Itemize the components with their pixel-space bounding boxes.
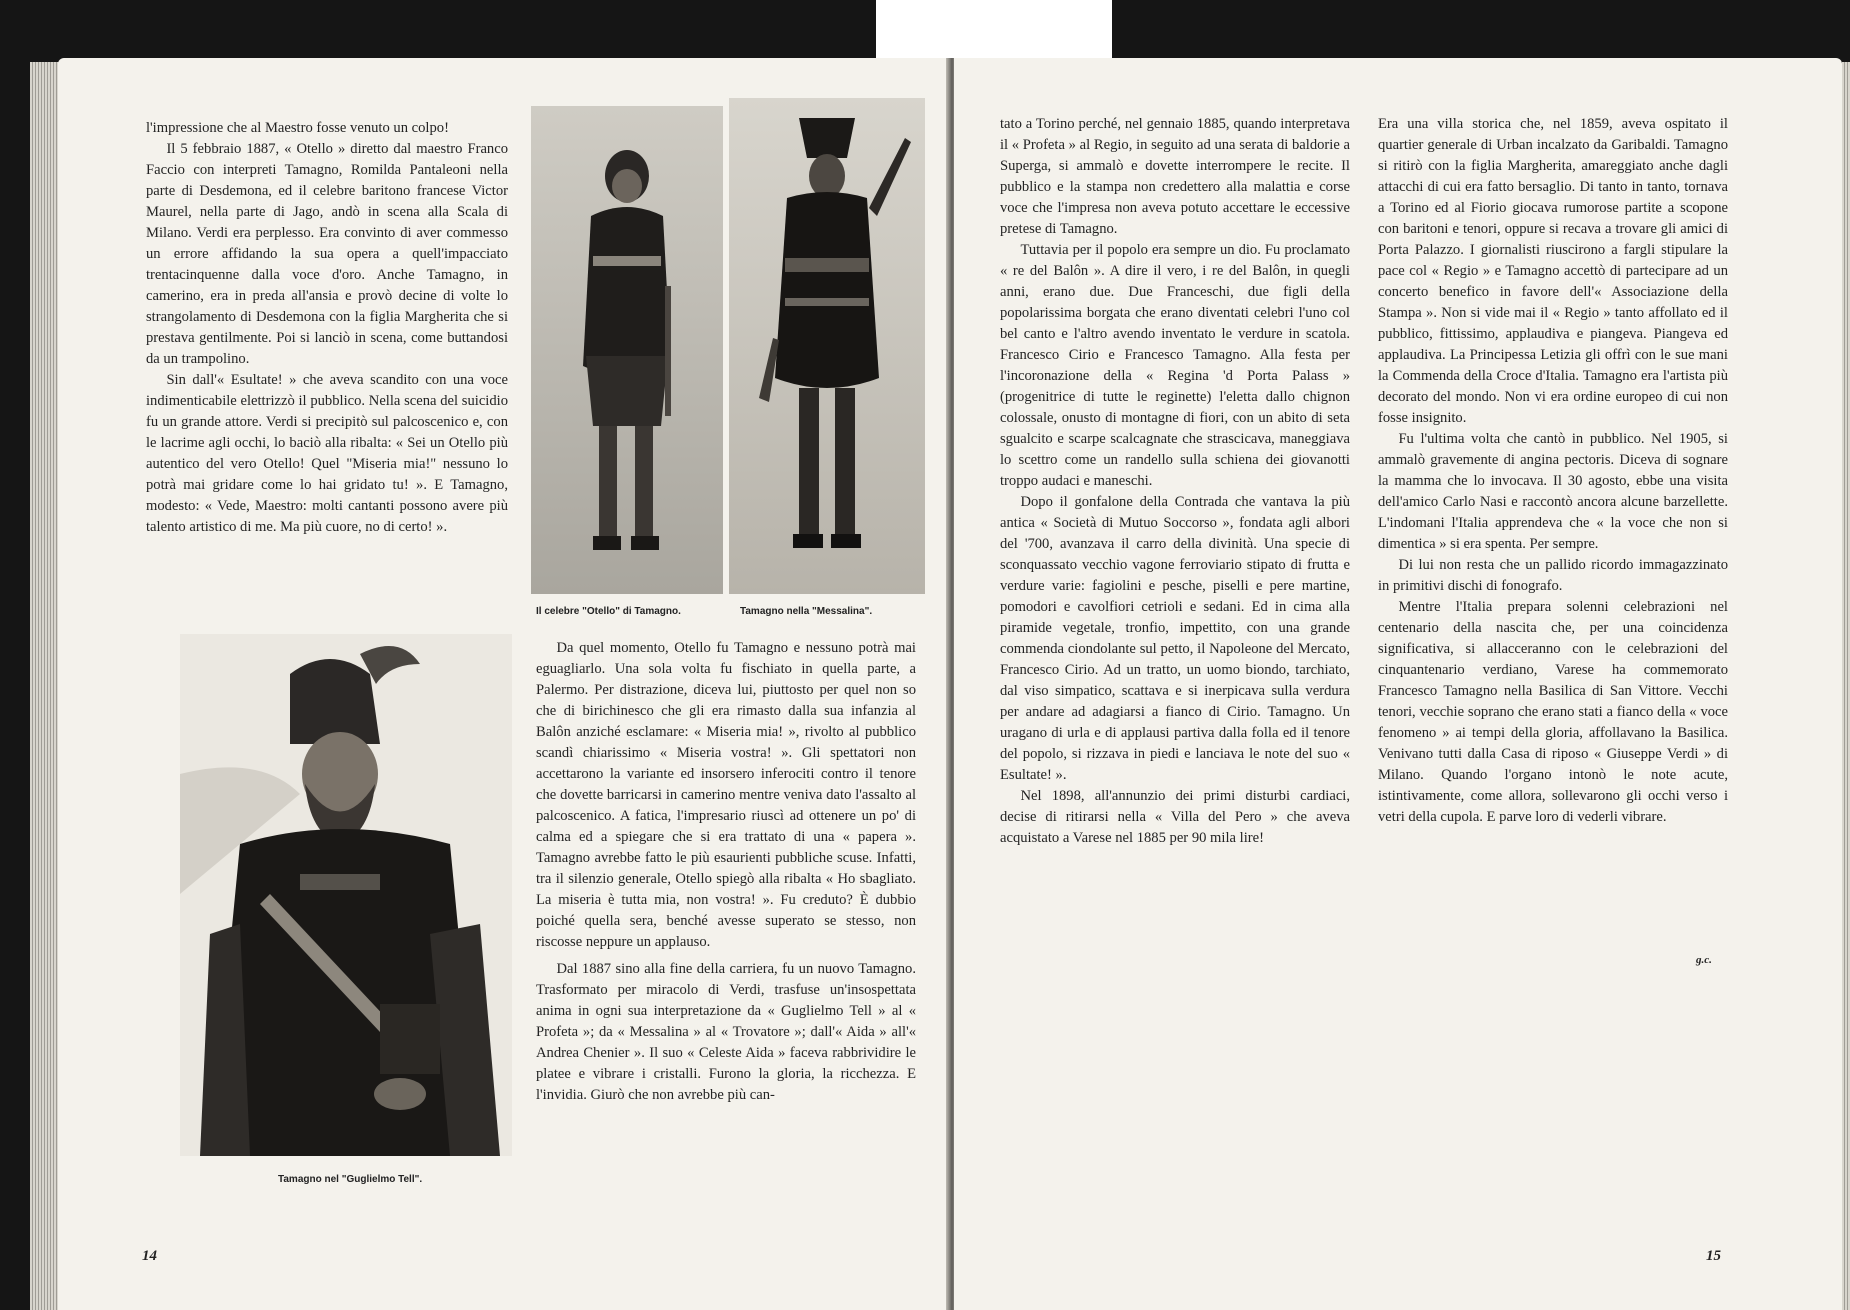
paragraph: Da quel momento, Otello fu Tamagno e nessuno potrà mai eguagliarlo. Una sola volta fu fischiato in quella parte, a Palermo. Per distrazione, diceva lui, piuttosto per quel non so che di birichinesco che gli era rimasto dalla sua infanzia al Balôn anziché esclamare: « Miseria mia! », rivolto al pubblico scandì chiarissimo « Miseria vostra! ». Gli spettatori non accettarono la variante ed insorsero inferociti contro il tenore che dovette barricarsi in camerino mentre veniva dato l'assalto al palcoscenico. A fatica, l'impresario riuscì ad ottenere un po' di calma ed a spiegare che si era trattato di una « papera ». Tamagno avrebbe fatto le più esaurienti pubbliche scuse. Infatti, tra il silenzio generale, Otello spiegò alla ribalta « Ho sbagliato. La miseria è tutta mia, non vostra! ». Fu creduto? È dubbio poiché quella sera, benché avesse superato se stesso, non riscosse neppure un applauso. [536, 640, 916, 950]
right-page [954, 58, 1842, 1310]
paragraph: Nel 1898, all'annunzio dei primi disturbi cardiaci, decise di ritirarsi nella « Villa del Pero » che aveva acquistato a Varese nel 1885 per 90 mila lire! [1000, 788, 1350, 846]
paragraph: Tuttavia per il popolo era sempre un dio. Fu proclamato « re del Balôn ». A dire il vero, i re del Balôn, in quegli anni, erano due. Due Franceschi, due figli della popolarissima borgata che erano diventati celebri l'uno col bel canto e l'altro avendo inventato le verdure in scatola. Francesco Cirio e Francesco Tamagno. Alla festa per l'incoronazione della « Regina 'd Porta Palass » (progenitrice di tutte le reginette) l'eletta dallo chignon colossale, onusto di montagne di fiori, con un abito di seta sgualcito e scarpe scalcagnate che strascicava, maneggiava lo scettro come un randello sulla schiena dei giovanotti troppo audaci e maneschi. [1000, 242, 1350, 489]
left-text-column-1 [146, 118, 508, 538]
photo-messalina [729, 98, 925, 594]
paragraph: Dal 1887 sino alla fine della carriera, fu un nuovo Tamagno. Trasformato per miracolo di Verdi, trasfuse un'insospettata anima in ogni sua interpretazione da « Guglielmo Tell » al « Profeta »; da « Messalina » al « Trovatore »; dall'« Aida » all'« Andrea Chenier ». Il suo « Celeste Aida » faceva rabbrividire le platee e vibrare i cristalli. Furono la gloria, la ricchezza. E l'invidia. Giurò che non avrebbe più can- [536, 961, 916, 1103]
paragraph: tato a Torino perché, nel gennaio 1885, quando interpretava il « Profeta » al Regio, in seguito ad una serata di baldorie a Superga, si ammalò e dovette interrompere le recite. Il pubblico e la stampa non credettero alla malattia e corse voce che l'impresa non aveva potuto accettare le eccessive pretese di Tamagno. [1000, 116, 1350, 237]
paragraph: Di lui non resta che un pallido ricordo immagazzinato in primitivi dischi di fonografo. [1378, 557, 1728, 594]
page-number-left: 14 [142, 1248, 157, 1264]
scan-top-notch [876, 0, 1112, 58]
paragraph: Mentre l'Italia prepara solenni celebrazioni nel centenario della nascita che, per una coincidenza significativa, si allacceranno con le celebrazioni del cinquantenario verdiano, Varese ha commemorato Francesco Tamagno nella Basilica di San Vittore. Vecchi tenori, vecchie soprano che erano stati a fianco della « voce fenomeno » ai tempi della gloria, affollavano la Basilica. Venivano tutti dalla Casa di riposo « Giuseppe Verdi » di Milano. Quando l'organo intonò le note acute, istintivamente, come allora, sollevarono gli occhi verso i vetri della cupola. E parve loro di vederli vibrare. [1378, 599, 1728, 825]
paragraph: Il 5 febbraio 1887, « Otello » diretto dal maestro Franco Faccio con interpreti Tamagno, Romilda Pantaleoni nella parte di Desdemona, ed il celebre baritono francese Victor Maurel, nella parte di Jago, andò in scena alla Scala di Milano. Verdi era perplesso. Era convinto di aver commesso un errore affidando la sua opera a quell'impacciato trentacinquenne dalla voce d'oro. Anche Tamagno, in camerino, era in preda all'ansia e provò decine di volte lo strangolamento di Desdemona con la figlia Margherita che si prestava gentilmente. Poi si lanciò in scena, come buttandosi da un trampolino. [146, 141, 508, 367]
guglielmo-tell-portrait-image [180, 634, 512, 1156]
author-initials: g.c. [1696, 954, 1712, 966]
left-page [58, 58, 950, 1310]
photo-guglielmo-tell [180, 634, 512, 1156]
paragraph: Fu l'ultima volta che cantò in pubblico. Nel 1905, si ammalò gravemente di angina pectoris. Diceva di sognare la mamma che lo invocava. Il 30 agosto, ebbe una visita dell'amico Carlo Nasi e raccontò ancora alcune barzellette. L'indomani l'Italia apprendeva che « la voce che non si dimentica » si era spenta. Per sempre. [1378, 431, 1728, 552]
otello-figure-image [531, 106, 723, 594]
page-number-right: 15 [1706, 1248, 1721, 1264]
right-page-edges [1842, 62, 1850, 1310]
messalina-figure-image [729, 98, 925, 594]
paragraph: Era una villa storica che, nel 1859, aveva ospitato il quartier generale di Urban incalzato da Garibaldi. Tamagno si ritirò con la figlia Margherita, amareggiato anche dagli attacchi di cui era fatto bersaglio. Di tanto in tanto, tornava a Torino ed al Fiorio giocava rumorose partite a scopone con baritoni e tenori, oppure si recava a trovare gli amici di Porta Palazzo. I giornalisti riuscirono a fargli stipulare la pace col « Regio » e Tamagno accettò di partecipare ad un concerto benefico in favore dell'« Associazione della Stampa ». Non si vide mai il « Regio » tanto affollato ed il pubblico, fittissimo, applaudiva e piangeva. Piangeva ed applaudiva. La Principessa Letizia gli offrì con le sue mani la Commenda della Croce d'Italia. Tamagno era l'artista più decorato del mondo. Non vi era ordine europeo di cui non fosse insignito. [1378, 116, 1728, 426]
caption-guglielmo-tell: Tamagno nel "Guglielmo Tell". [278, 1174, 423, 1185]
caption-otello: Il celebre "Otello" di Tamagno. [536, 606, 681, 617]
paragraph: Sin dall'« Esultate! » che aveva scandito con una voce indimenticabile elettrizzò il pubblico. Nella scena del suicidio fu un grande attore. Verdi si precipitò sul palcoscenico e, con le lacrime agli occhi, lo baciò alla ribalta: « Sei un Otello più autentico del vero Otello! Quel "Miseria mia!" nessuno lo potrà mai gridare come lo hai gridato tu! ». E Tamagno, modesto: « Vede, Maestro: molti cantanti possono avere più talento artistico di me. Ma più cuore, no di certo! ». [146, 372, 508, 535]
left-text-column-2 [536, 638, 916, 1106]
caption-messalina: Tamagno nella "Messalina". [740, 606, 873, 617]
left-page-edges [30, 62, 60, 1310]
paragraph: l'impressione che al Maestro fosse venuto un colpo! [146, 120, 449, 136]
right-text-column-1 [1000, 114, 1350, 849]
paragraph: Dopo il gonfalone della Contrada che vantava la più antica « Società di Mutuo Soccorso », fondata agli albori del '700, avanzava il carro della divinità. Una specie di sconquassato vecchio vagone ferroviario stipato di frutta e verdure varie: fagiolini e pesche, piselli e pere martine, pomodori e cavolfiori cetrioli e sedani. Ed in cima alla piramide vegetale, tronfio, impettito, con una grande commenda ciondolante sul petto, il Napoleone del Mercato, Francesco Cirio. Ad un tratto, un uomo biondo, tarchiato, dal viso simpatico, scattava e si inerpicava sulla verdura per andare ad adagiarsi a fianco di Cirio. Tamagno. Un uragano di urla e di applausi partiva dalla folla ed il tenore del popolo, si rizzava in piedi e lanciava le note del suo « Esultate! ». [1000, 494, 1350, 783]
right-text-column-2 [1378, 114, 1728, 828]
photo-otello [531, 106, 723, 594]
